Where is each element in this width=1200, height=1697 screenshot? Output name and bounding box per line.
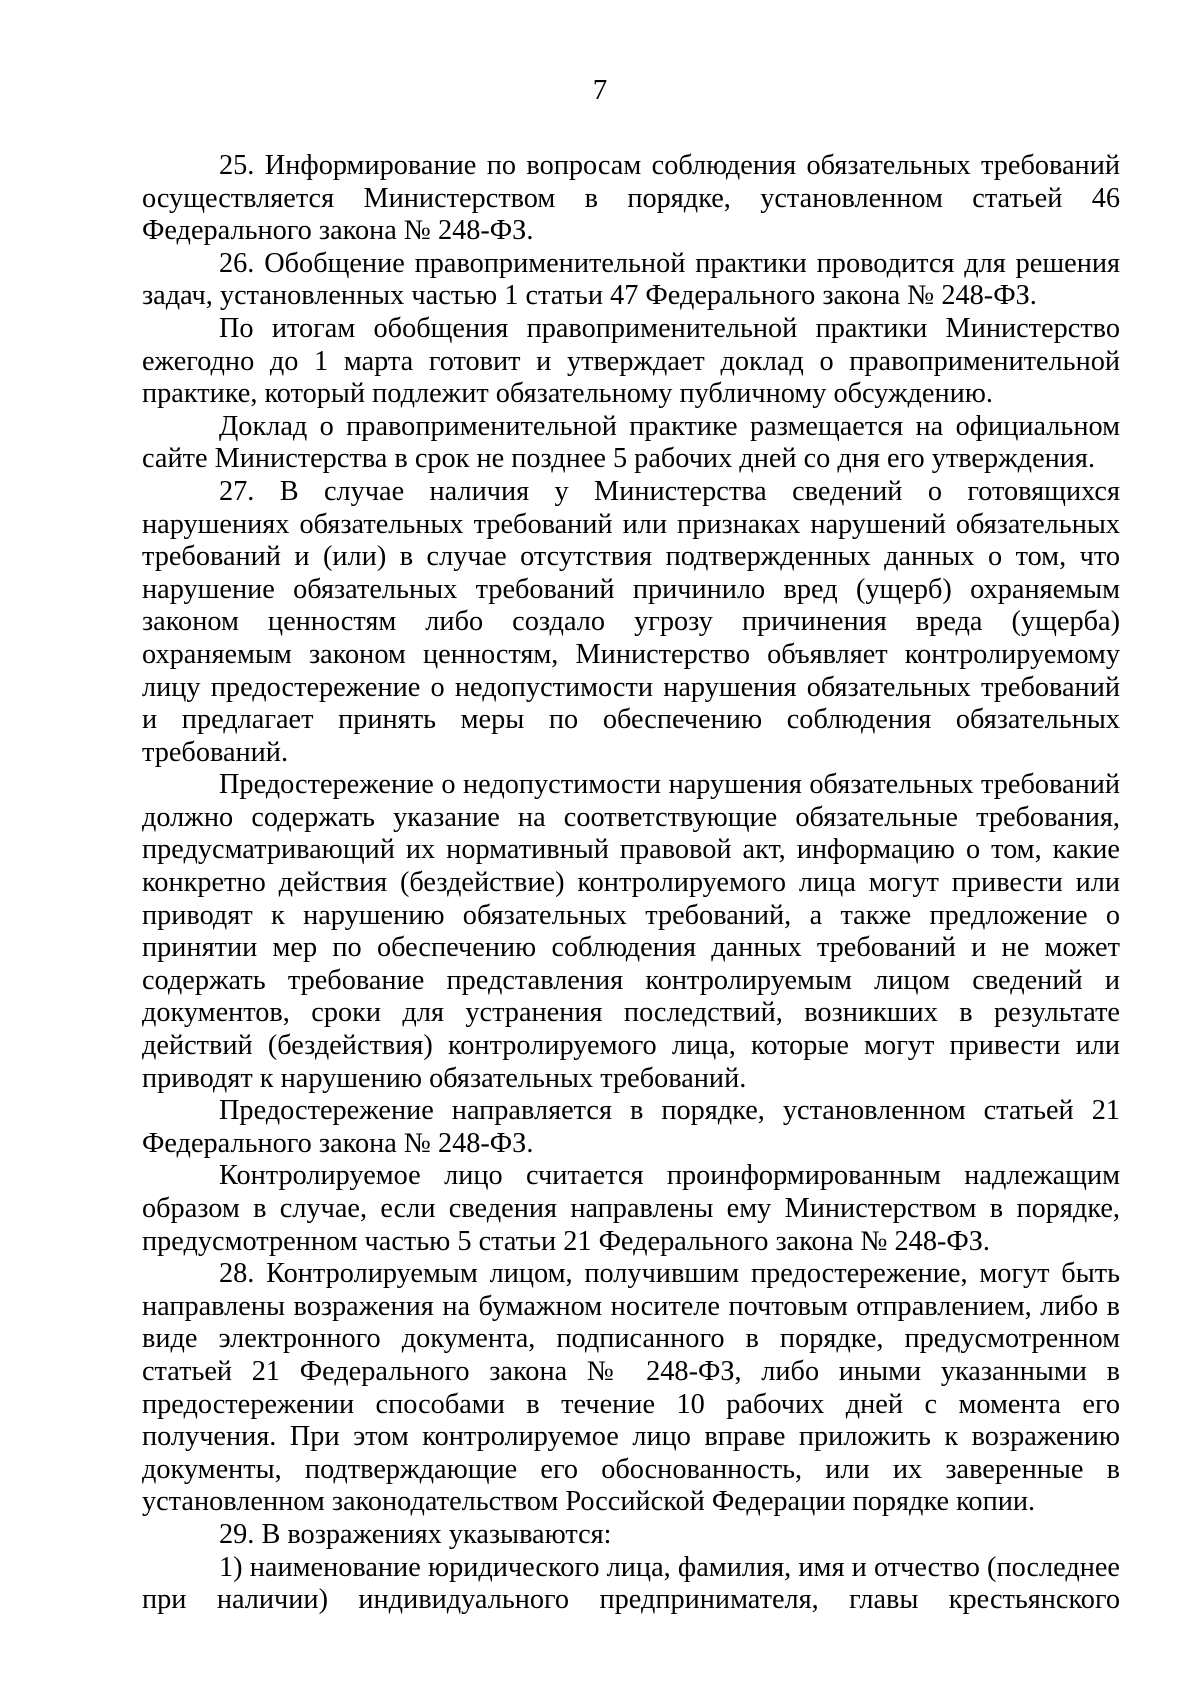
paragraph-27-informed: Контролируемое лицо считается проинформированным надлежащим образом в случае, если сведения направлены ему Министерством в порядке, предусмотренном частью 5 статьи 21 Федерального закона № 248-ФЗ.: [142, 1160, 1120, 1257]
document-body: [142, 150, 1120, 1617]
paragraph-29: 29. В возражениях указываются:: [219, 1518, 612, 1550]
paragraph-28: 28. Контролируемым лицом, получившим предостережение, могут быть направлены возражения на бумажном носителе почтовым отправлением, либо в виде электронного документа, подписанного в порядке, предусмотренном статьей 21 Федерального закона № 248-ФЗ, либо иными указанными в предостережении способами в течение 10 рабочих дней с момента его получения. При этом контролируемое лицо вправе приложить к возражению документы, подтверждающие его обоснованность, или их заверенные в установленном законодательством Российской Федерации порядке копии.: [142, 1258, 1120, 1518]
page-number: 7: [592, 74, 608, 106]
paragraph-26-summary: По итогам обобщения правоприменительной практики Министерство ежегодно до 1 марта готовит и утверждает доклад о правоприменительной практике, который подлежит обязательному публичному обсуждению.: [142, 312, 1120, 410]
paragraph-27-warning-delivery: Предостережение направляется в порядке, установленном статьей 21 Федерального закона № 248-ФЗ.: [142, 1095, 1120, 1159]
paragraph-27-warning-content: Предостережение о недопустимости нарушения обязательных требований должно содержать указание на соответствующие обязательные требования, предусматривающий их нормативный правовой акт, информацию о том, какие конкретно действия (бездействие) контролируемого лица могут привести или приводят к нарушению обязательных требований, а также предложение о принятии мер по обеспечению соблюдения данных требований и не может содержать требование представления контролируемым лицом сведений и документов, сроки для устранения последствий, возникших в результате действий (бездействия) контролируемого лица, которые могут привести или приводят к нарушению обязательных требований.: [142, 769, 1120, 1094]
paragraph-26-report: Доклад о правоприменительной практике размещается на официальном сайте Министерства в срок не позднее 5 рабочих дней со дня его утверждения.: [142, 410, 1120, 475]
paragraph-25: 25. Информирование по вопросам соблюдения обязательных требований осуществляется Министерством в порядке, установленном статьей 46 Федерального закона № 248-ФЗ.: [142, 150, 1120, 247]
paragraph-27: 27. В случае наличия у Министерства сведений о готовящихся нарушениях обязательных требований или признаках нарушений обязательных требований и (или) в случае отсутствия подтвержденных данных о том, что нарушение обязательных требований причинило вред (ущерб) охраняемым законом ценностям либо создало угрозу причинения вреда (ущерба) охраняемым законом ценностям, Министерство объявляет контролируемому лицу предостережение о недопустимости нарушения обязательных требований и предлагает принять меры по обеспечению соблюдения обязательных требований.: [142, 475, 1120, 768]
paragraph-29-item-1: 1) наименование юридического лица, фамилия, имя и отчество (последнее при наличии) индивидуального предпринимателя, главы крестьянского: [142, 1551, 1120, 1616]
paragraph-26: 26. Обобщение правоприменительной практики проводится для решения задач, установленных частью 1 статьи 47 Федерального закона № 248-ФЗ.: [142, 247, 1120, 312]
